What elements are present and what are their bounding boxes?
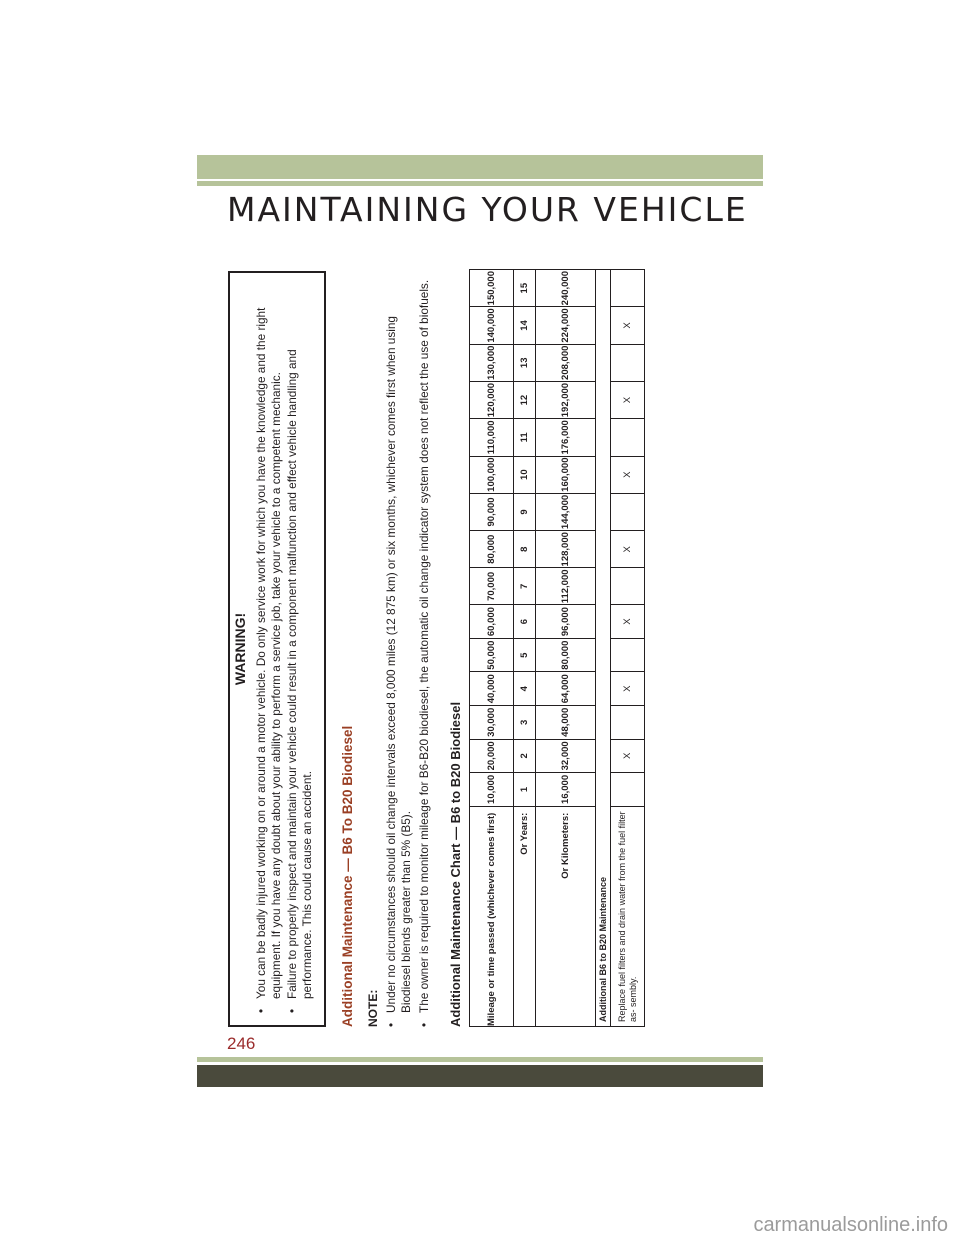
kilometers-cell: 160,000 bbox=[536, 456, 596, 493]
mileage-label: Mileage or time passed (whichever comes first) bbox=[470, 806, 514, 1026]
kilometers-cell: 192,000 bbox=[536, 381, 596, 418]
task-description: Replace fuel filters and drain water from the fuel filter as- sembly. bbox=[611, 806, 645, 1026]
year-cell: 12 bbox=[514, 381, 536, 418]
header-bar-stripe bbox=[197, 181, 763, 186]
mileage-cell: 10,000 bbox=[470, 773, 514, 807]
mileage-cell: 120,000 bbox=[470, 381, 514, 418]
warning-box bbox=[228, 271, 326, 1027]
service-mark-cell: X bbox=[611, 739, 645, 773]
service-mark-cell bbox=[611, 270, 645, 307]
page-number: 246 bbox=[227, 1034, 256, 1053]
year-cell: 9 bbox=[514, 493, 536, 530]
kilometers-cell: 208,000 bbox=[536, 344, 596, 381]
mileage-cell: 150,000 bbox=[470, 270, 514, 307]
table-row-task bbox=[611, 270, 645, 1027]
service-mark-cell: X bbox=[611, 456, 645, 493]
kilometers-cell: 16,000 bbox=[536, 773, 596, 807]
service-mark-cell bbox=[611, 419, 645, 456]
years-label: Or Years: bbox=[514, 806, 536, 1026]
mileage-cell: 110,000 bbox=[470, 419, 514, 456]
year-cell: 4 bbox=[514, 672, 536, 706]
table-row-years bbox=[514, 270, 536, 1027]
kilometers-cell: 144,000 bbox=[536, 493, 596, 530]
service-mark-cell: X bbox=[611, 605, 645, 639]
service-mark-cell bbox=[611, 638, 645, 672]
watermark: carmanualsonline.info bbox=[753, 1214, 948, 1236]
kilometers-cell: 64,000 bbox=[536, 672, 596, 706]
mileage-cell: 40,000 bbox=[470, 672, 514, 706]
note-item: • The owner is required to monitor mileage for B6-B20 biodiesel, the automatic oil change indicator system does not reflect the use of biofuels. bbox=[417, 277, 432, 1027]
mileage-cell: 70,000 bbox=[470, 568, 514, 605]
warning-item: • Failure to properly inspect and maintain your vehicle could result in a component malfunction and effect vehicle handling and performance. This could cause an accident. bbox=[285, 281, 315, 1013]
chart-title: Additional Maintenance Chart — B6 to B20 Biodiesel bbox=[448, 701, 463, 1027]
warning-item: • You can be badly injured working on or around a motor vehicle. Do only service work for which you have the knowledge and the right equipment. If you have any doubt about your ability to perform a service job, take your vehicle to a competent mechanic. bbox=[254, 281, 284, 1013]
mileage-cell: 90,000 bbox=[470, 493, 514, 530]
kilometers-cell: 48,000 bbox=[536, 706, 596, 740]
table-row-mileage bbox=[470, 270, 514, 1027]
year-cell: 11 bbox=[514, 419, 536, 456]
kilometers-cell: 224,000 bbox=[536, 307, 596, 344]
year-cell: 8 bbox=[514, 531, 536, 568]
kilometers-cell: 96,000 bbox=[536, 605, 596, 639]
footer-bar bbox=[197, 1065, 763, 1087]
service-mark-cell: X bbox=[611, 307, 645, 344]
service-mark-cell: X bbox=[611, 672, 645, 706]
year-cell: 10 bbox=[514, 456, 536, 493]
section-title: MAINTAINING YOUR VEHICLE bbox=[227, 190, 748, 229]
table-row-kilometers bbox=[536, 270, 596, 1027]
rotated-page-content bbox=[228, 267, 660, 1027]
year-cell: 3 bbox=[514, 706, 536, 740]
mileage-cell: 30,000 bbox=[470, 706, 514, 740]
note-item: • Under no circumstances should oil change intervals exceed 8,000 miles (12 875 km) or six months, whichever comes first when using Biodiesel blends greater than 5% (B5). bbox=[384, 277, 414, 1027]
kilometers-cell: 32,000 bbox=[536, 739, 596, 773]
table-row-section bbox=[596, 270, 611, 1027]
note-list bbox=[384, 277, 435, 1027]
service-mark-cell bbox=[611, 493, 645, 530]
warning-list bbox=[254, 281, 316, 1013]
year-cell: 13 bbox=[514, 344, 536, 381]
year-cell: 6 bbox=[514, 605, 536, 639]
year-cell: 7 bbox=[514, 568, 536, 605]
service-mark-cell: X bbox=[611, 381, 645, 418]
note-label: NOTE: bbox=[366, 989, 380, 1027]
footer-stripe bbox=[197, 1057, 763, 1062]
kilometers-cell: 176,000 bbox=[536, 419, 596, 456]
mileage-cell: 60,000 bbox=[470, 605, 514, 639]
maintenance-heading: Additional Maintenance — B6 To B20 Biodiesel bbox=[340, 725, 355, 1027]
year-cell: 1 bbox=[514, 773, 536, 807]
year-cell: 15 bbox=[514, 270, 536, 307]
mileage-cell: 20,000 bbox=[470, 739, 514, 773]
service-mark-cell bbox=[611, 344, 645, 381]
mileage-cell: 50,000 bbox=[470, 638, 514, 672]
year-cell: 5 bbox=[514, 638, 536, 672]
mileage-cell: 130,000 bbox=[470, 344, 514, 381]
kilometers-cell: 240,000 bbox=[536, 270, 596, 307]
mileage-cell: 80,000 bbox=[470, 531, 514, 568]
mileage-cell: 100,000 bbox=[470, 456, 514, 493]
kilometers-cell: 80,000 bbox=[536, 638, 596, 672]
maintenance-table bbox=[469, 269, 645, 1027]
year-cell: 2 bbox=[514, 739, 536, 773]
service-mark-cell bbox=[611, 773, 645, 807]
header-bar bbox=[197, 155, 763, 179]
year-cell: 14 bbox=[514, 307, 536, 344]
mileage-cell: 140,000 bbox=[470, 307, 514, 344]
service-mark-cell: X bbox=[611, 531, 645, 568]
service-mark-cell bbox=[611, 568, 645, 605]
kilometers-cell: 128,000 bbox=[536, 531, 596, 568]
kilometers-label: Or Kilometers: bbox=[536, 806, 596, 1026]
service-mark-cell bbox=[611, 706, 645, 740]
section-label: Additional B6 to B20 Maintenance bbox=[596, 270, 611, 1027]
kilometers-cell: 112,000 bbox=[536, 568, 596, 605]
warning-heading: WARNING! bbox=[232, 612, 248, 686]
